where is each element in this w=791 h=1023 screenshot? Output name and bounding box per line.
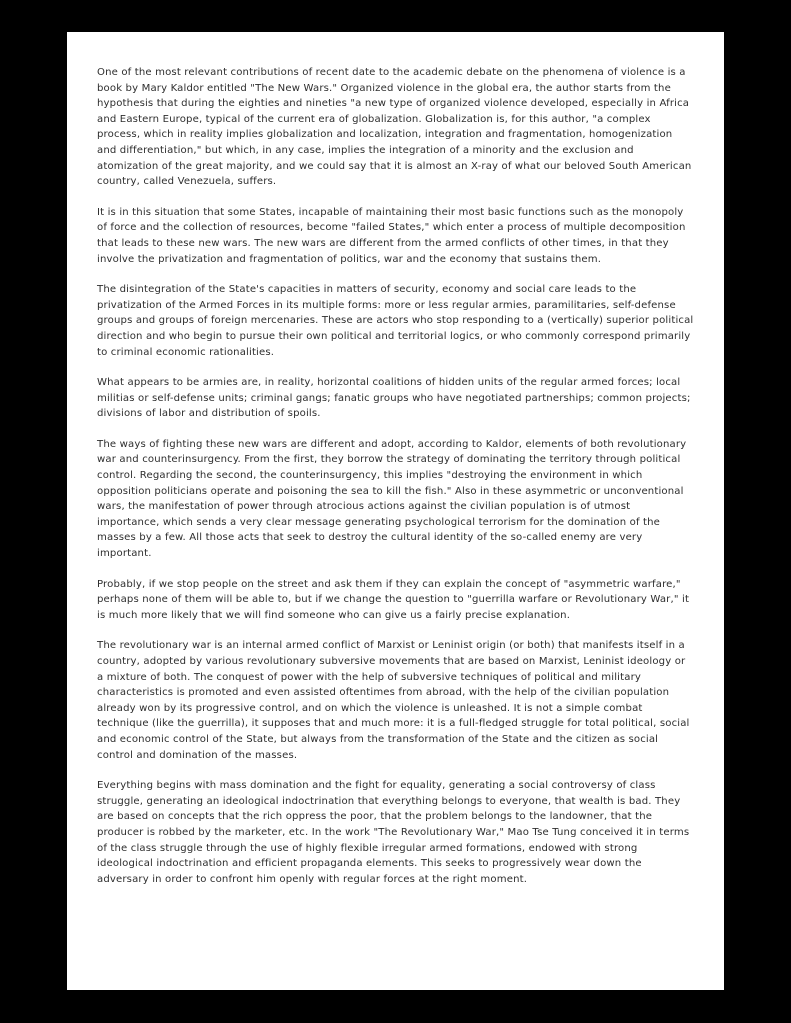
paragraph-asymmetric-warfare: Probably, if we stop people on the street and ask them if they can explain the concept of "asymmetric warfare," perhaps none of them will be able to, but if we change the question to "guerrilla warfare or Revolutionary War," it is much more likely that we will find someone who can give us a fairly precise explanation.	[97, 578, 690, 621]
paragraph-revolutionary-war: The revolutionary war is an internal armed conflict of Marxist or Leninist origin (or both) that manifests itself in a country, adopted by various revolutionary subversive movements that are based on Marxist, Leninist ideology or a mixture of both. The conquest of power with the help of subversive techniques of political and military characteristics is promoted and even assisted oftentimes from abroad, with the help of the civilian population already won by its progressive control, and on which the violence is unleashed. It is not a simple combat technique (like the guerrilla), it supposes that and much more: it is a full-fledged struggle for total political, social and economic control of the State, but always from the transformation of the State and the citizen as social control and domination of the masses.	[97, 640, 690, 761]
paragraph-horizontal-coalitions: What appears to be armies are, in reality, horizontal coalitions of hidden units of the regular armed forces; local militias or self-defense units; criminal gangs; fanatic groups who have negotiated partnerships; common projects; divisions of labor and distribution of spoils.	[97, 377, 691, 420]
paragraph-mass-domination: Everything begins with mass domination and the fight for equality, generating a social controversy of class struggle, generating an ideological indoctrination that everything belongs to everyone, that wealth is bad. They are based on concepts that the rich oppress the poor, that the problem belongs to the landowner, that the producer is robbed by the marketer, etc. In the work "The Revolutionary War," Mao Tse Tung conceived it in terms of the class struggle through the use of highly flexible irregular armed formations, endowed with strong ideological indoctrination and efficient propaganda elements. This seeks to progressively wear down the adversary in order to confront him openly with regular forces at the right moment.	[97, 780, 690, 885]
paragraph-state-disintegration: The disintegration of the State's capacities in matters of security, economy and social care leads to the privatization of the Armed Forces in its multiple forms: more or less regular armies, paramilitaries, self-defense groups and groups of foreign mercenaries. These are actors who stop responding to a (vertically) superior political direction and who begin to pursue their own political and territorial logics, or who commonly correspond primarily to criminal economic rationalities.	[97, 284, 694, 358]
paragraph-failed-states: It is in this situation that some States, incapable of maintaining their most basic functions such as the monopoly of force and the collection of resources, become "failed States," which enter a process of multiple decomposition that leads to these new wars. The new wars are different from the armed conflicts of other times, in that they involve the privatization and fragmentation of politics, war and the economy that sustains them.	[97, 206, 686, 265]
paragraph-kaldor-new-wars: One of the most relevant contributions of recent date to the academic debate on the phenomena of violence is a book by Mary Kaldor entitled "The New Wars." Organized violence in the global era, the author starts from the hypothesis that during the eighties and nineties "a new type of organized violence developed, especially in Africa and Eastern Europe, typical of the current era of globalization. Globalization is, for this author, "a complex process, which in reality implies globalization and localization, integration and fragmentation, homogenization and differentiation," but which, in any case, implies the integration of a minority and the exclusion and atomization of the great majority, and we could say that it is almost an X-ray of what our beloved South American country, called Venezuela, suffers.	[97, 67, 692, 188]
paragraph-ways-of-fighting: The ways of fighting these new wars are different and adopt, according to Kaldor, elements of both revolutionary war and counterinsurgency. From the first, they borrow the strategy of dominating the territory through political control. Regarding the second, the counterinsurgency, this implies "destroying the environment in which opposition politicians operate and poisoning the sea to kill the fish." Also in these asymmetric or unconventional wars, the manifestation of power through atrocious actions against the civilian population is of utmost importance, which sends a very clear message generating psychological terrorism for the domination of the masses by a few. All those acts that seek to destroy the cultural identity of the so-called enemy are very important.	[97, 438, 687, 560]
document-page	[67, 32, 724, 990]
